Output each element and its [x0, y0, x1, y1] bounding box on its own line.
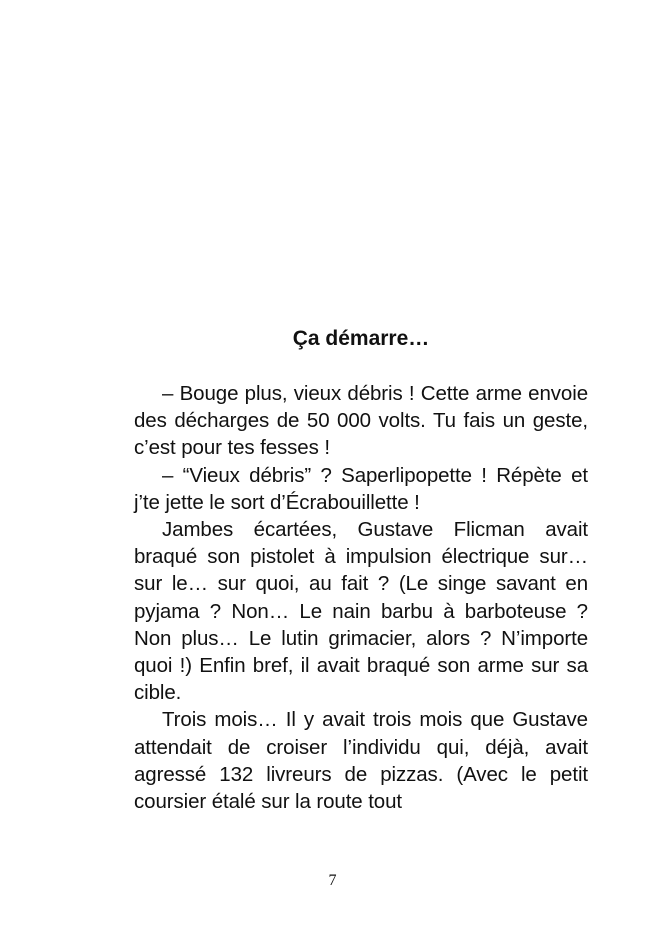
page-number: 7	[328, 872, 337, 889]
paragraph-narration-1: Jambes écartées, Gustave Flicman avait braqué son pistolet à impulsion électrique sur… sur le… sur quoi, au fait ? (Le singe savant en pyjama ? Non… Le nain barbu à barboteuse ? Non plus… Le lutin grimacier, alors ? N’importe quoi !) Enfin bref, il avait braqué son arme sur sa cible.	[134, 518, 588, 705]
paragraph-dialogue-1: – Bouge plus, vieux débris ! Cette arme envoie des décharges de 50 000 volts. Tu fais un geste, c’est pour tes fesses !	[134, 382, 588, 460]
paragraph-dialogue-2: – “Vieux débris” ? Saperlipopette ! Répète et j’te jette le sort d’Écrabouillette !	[134, 463, 588, 514]
body-text	[134, 380, 588, 815]
paragraph-narration-2: Trois mois… Il y avait trois mois que Gustave attendait de croiser l’individu qui, déjà, avait agressé 132 livreurs de pizzas. (Avec le petit coursier étalé sur la route tout	[134, 708, 588, 814]
chapter-title: Ça démarre…	[292, 327, 430, 350]
